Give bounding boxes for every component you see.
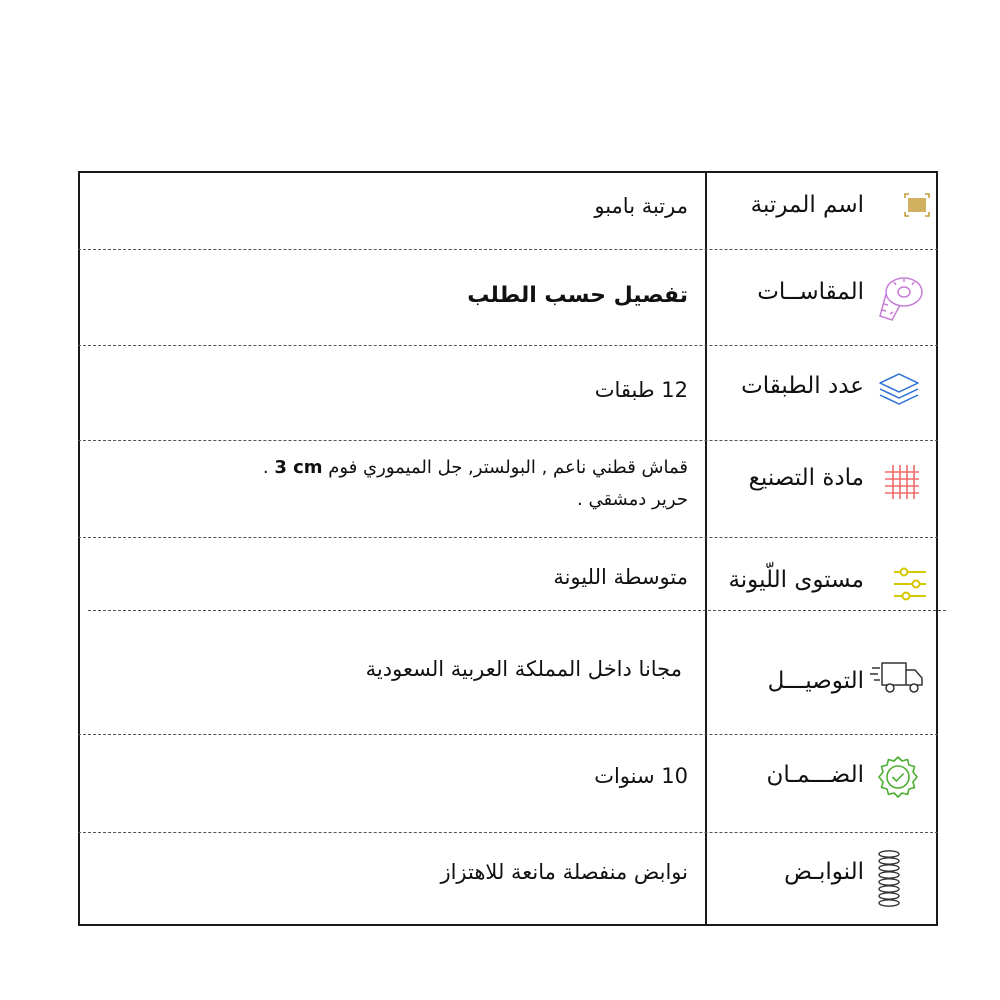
row-value-sizes: تفصيل حسب الطلب xyxy=(467,283,688,308)
foam-thickness: 3 cm xyxy=(274,457,323,478)
row-label-springs: النوابـض xyxy=(784,859,864,885)
row-value-material xyxy=(108,452,688,516)
row-value-warranty: 10 سنوات xyxy=(594,764,688,788)
row-value-mattress-name: مرتبة بامبو xyxy=(594,194,688,218)
row-divider xyxy=(78,345,938,346)
row-divider xyxy=(88,610,946,611)
row-label-softness: مستوى اللّيونة xyxy=(728,567,864,593)
row-value-softness: متوسطة الليونة xyxy=(553,565,688,589)
layers-icon xyxy=(878,372,920,406)
tape-measure-icon xyxy=(874,272,926,324)
delivery-truck-icon xyxy=(870,660,924,696)
row-divider xyxy=(78,249,938,250)
row-value-layers: 12 طبقات xyxy=(594,378,688,402)
warranty-badge-icon xyxy=(876,755,920,799)
material-end: . xyxy=(262,457,275,478)
material-line-2: حرير دمشقي . xyxy=(577,489,688,510)
row-label-layers: عدد الطبقات xyxy=(741,373,864,399)
material-text: قماش قطني ناعم , البولستر, جل الميموري فوم xyxy=(322,457,688,478)
row-divider xyxy=(78,734,938,735)
spring-icon xyxy=(876,848,902,912)
row-label-warranty: الضـــمـان xyxy=(766,762,864,788)
barcode-icon xyxy=(904,193,930,217)
row-label-mattress-name: اسم المرتبة xyxy=(750,192,864,218)
row-divider xyxy=(78,537,938,538)
row-divider xyxy=(78,832,938,833)
sliders-icon xyxy=(892,566,928,602)
row-label-sizes: المقاســات xyxy=(757,279,864,305)
row-value-delivery: مجانا داخل المملكة العربية السعودية xyxy=(365,657,682,681)
row-label-material: مادة التصنيع xyxy=(748,465,864,491)
row-divider xyxy=(78,440,938,441)
row-label-delivery: التوصيـــل xyxy=(767,668,864,694)
row-value-springs: نوابض منفصلة مانعة للاهتزاز xyxy=(440,860,688,884)
fabric-icon xyxy=(883,463,921,501)
material-line-1 xyxy=(108,452,688,484)
